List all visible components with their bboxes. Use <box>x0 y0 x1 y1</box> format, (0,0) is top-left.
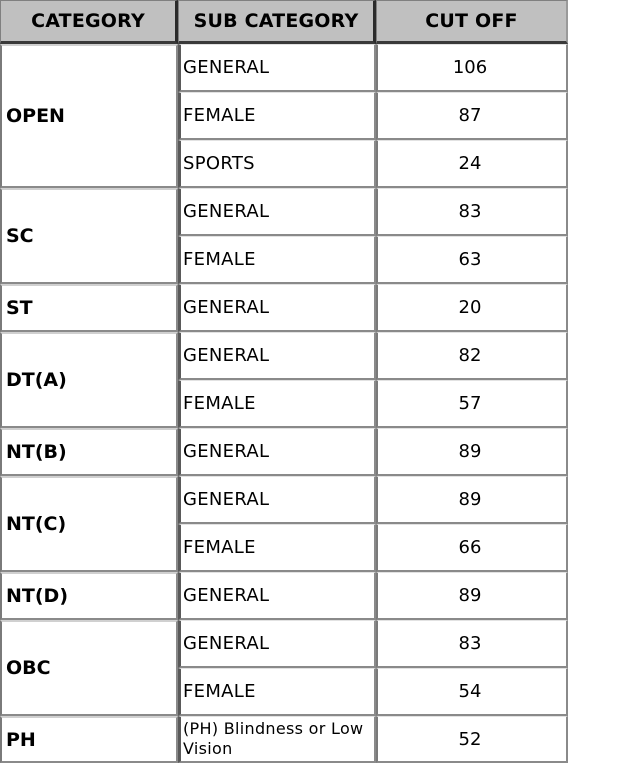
cutoff-cell: 63 <box>376 236 568 284</box>
cutoff-cell: 83 <box>376 188 568 236</box>
sub-category-cell: GENERAL <box>178 332 376 380</box>
table-row <box>0 44 568 92</box>
cutoff-cell: 52 <box>376 716 568 763</box>
table-row <box>0 332 568 380</box>
cutoff-cell: 24 <box>376 140 568 188</box>
category-cell-ph: PH <box>0 716 178 763</box>
header-row <box>0 0 568 44</box>
sub-category-cell: FEMALE <box>178 380 376 428</box>
cutoff-cell: 89 <box>376 572 568 620</box>
category-cell-nt-c: NT(C) <box>0 476 178 572</box>
category-cell-st: ST <box>0 284 178 332</box>
header-cut-off: CUT OFF <box>376 0 568 44</box>
table-row <box>0 188 568 236</box>
sub-category-cell: FEMALE <box>178 668 376 716</box>
table-row <box>0 428 568 476</box>
category-cell-dt-a: DT(A) <box>0 332 178 428</box>
cutoff-cell: 106 <box>376 44 568 92</box>
cutoff-cell: 20 <box>376 284 568 332</box>
sub-category-cell: GENERAL <box>178 476 376 524</box>
cutoff-cell: 89 <box>376 476 568 524</box>
sub-category-cell: GENERAL <box>178 284 376 332</box>
sub-category-cell: GENERAL <box>178 620 376 668</box>
sub-category-cell: GENERAL <box>178 572 376 620</box>
table-row <box>0 620 568 668</box>
cutoff-cell: 89 <box>376 428 568 476</box>
cutoff-cell: 87 <box>376 92 568 140</box>
table-row <box>0 284 568 332</box>
category-cell-obc: OBC <box>0 620 178 716</box>
sub-category-cell: FEMALE <box>178 524 376 572</box>
table-row <box>0 476 568 524</box>
category-cell-nt-d: NT(D) <box>0 572 178 620</box>
header-category: CATEGORY <box>0 0 178 44</box>
sub-category-cell: FEMALE <box>178 92 376 140</box>
cutoff-cell: 82 <box>376 332 568 380</box>
sub-category-cell: SPORTS <box>178 140 376 188</box>
table-row <box>0 572 568 620</box>
table-row <box>0 716 568 763</box>
cutoff-cell: 83 <box>376 620 568 668</box>
category-cell-open: OPEN <box>0 44 178 188</box>
sub-category-cell: GENERAL <box>178 44 376 92</box>
cutoff-cell: 66 <box>376 524 568 572</box>
sub-category-cell: FEMALE <box>178 236 376 284</box>
sub-category-cell: GENERAL <box>178 428 376 476</box>
cutoff-cell: 57 <box>376 380 568 428</box>
cutoff-cell: 54 <box>376 668 568 716</box>
category-cell-sc: SC <box>0 188 178 284</box>
category-cell-nt-b: NT(B) <box>0 428 178 476</box>
header-sub-category: SUB CATEGORY <box>178 0 376 44</box>
sub-category-cell: GENERAL <box>178 188 376 236</box>
sub-category-cell: (PH) Blindness or Low Vision <box>178 716 376 763</box>
